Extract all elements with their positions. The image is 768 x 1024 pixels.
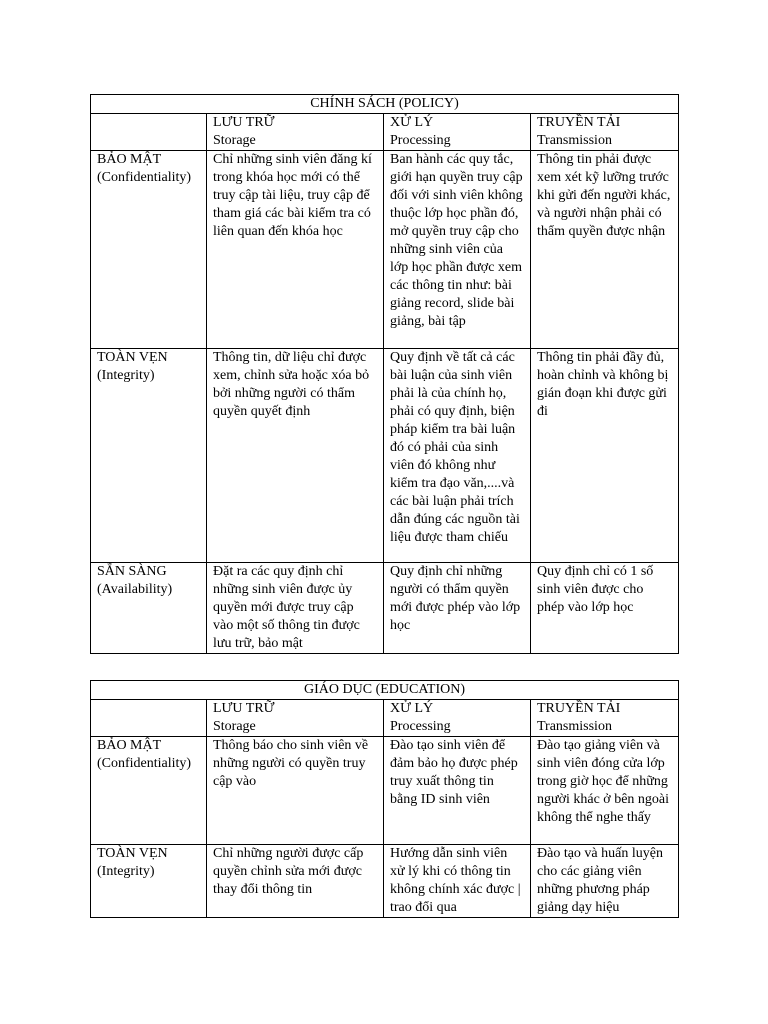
policy-corner-cell <box>91 114 207 151</box>
table-cell: Chỉ những sinh viên đăng kí trong khóa học mới có thể truy cập tài liệu, truy cập để tham giá các bài kiểm tra có liên quan đến khóa học <box>207 151 384 349</box>
header-label: TRUYỀN TẢI <box>537 701 621 716</box>
row-label-integrity <box>91 349 207 563</box>
policy-header-transmission <box>531 114 679 151</box>
header-sublabel: Processing <box>390 719 451 734</box>
row-label-integrity <box>91 845 207 918</box>
education-storage-cell <box>207 737 384 845</box>
education-header-transmission <box>531 700 679 737</box>
header-sublabel: Storage <box>213 133 256 148</box>
row-label-confidentiality <box>91 737 207 845</box>
education-row-integrity <box>91 845 679 918</box>
education-row-confidentiality <box>91 737 679 845</box>
header-label: XỬ LÝ <box>390 115 434 130</box>
table-cell: Quy định về tất cả các bài luận của sinh viên phải là của chính họ, phải có quy định, biện pháp kiểm tra bài luận đó có phải của sinh viên đó không như kiểm tra đạo văn,....và các bài luận phải trích dẫn đúng các nguồn tài liệu được tham chiếu <box>384 349 531 563</box>
policy-header-processing <box>384 114 531 151</box>
cell-text: Thông báo cho sinh viên về những người có quyền truy cập vào <box>213 738 369 789</box>
policy-header-storage <box>207 114 384 151</box>
table-cell: Quy định chỉ những người có thẩm quyền mới được phép vào lớp học <box>384 563 531 654</box>
policy-row-integrity <box>91 349 679 563</box>
header-label: TRUYỀN TẢI <box>537 115 621 130</box>
table-cell: Đào tạo và huấn luyện cho các giảng viên những phương pháp giảng dạy hiệu <box>531 845 679 918</box>
row-sublabel: (Integrity) <box>97 368 155 383</box>
policy-row-confidentiality <box>91 151 679 349</box>
header-sublabel: Storage <box>213 719 256 734</box>
header-sublabel: Transmission <box>537 133 612 148</box>
table-cell: Chỉ những người được cấp quyền chỉnh sửa mới được thay đổi thông tin <box>207 845 384 918</box>
row-label: TOÀN VẸN <box>97 350 168 365</box>
table-cell: Hướng dẫn sinh viên xử lý khi có thông tin không chính xác được | trao đổi qua <box>384 845 531 918</box>
table-cell: Thông tin, dữ liệu chỉ được xem, chỉnh sửa hoặc xóa bỏ bởi những người có thẩm quyền quyết định <box>207 349 384 563</box>
policy-table <box>90 94 679 654</box>
education-corner-cell <box>91 700 207 737</box>
row-sublabel: (Availability) <box>97 582 173 597</box>
table-cell: Đào tạo giảng viên và sinh viên đóng cửa lớp trong giờ học để những người khác ở bên ngoài không thể nghe thấy <box>531 737 679 845</box>
row-label: TOÀN VẸN <box>97 846 168 861</box>
row-sublabel: (Confidentiality) <box>97 170 192 185</box>
policy-title-row <box>91 95 679 114</box>
row-label-confidentiality <box>91 151 207 349</box>
row-sublabel: (Integrity) <box>97 864 155 879</box>
table-cell: Đào tạo sinh viên để đảm bảo họ được phép truy xuất thông tin bằng ID sinh viên <box>384 737 531 845</box>
education-header-processing <box>384 700 531 737</box>
education-title-row <box>91 681 679 700</box>
row-label: BẢO MẬT <box>97 738 162 753</box>
table-cell: Quy định chỉ có 1 số sinh viên được cho phép vào lớp học <box>531 563 679 654</box>
policy-header-row <box>91 114 679 151</box>
header-sublabel: Transmission <box>537 719 612 734</box>
table-cell: Đặt ra các quy định chỉ những sinh viên được ủy quyền mới được truy cập vào một số thông tin được lưu trữ, bảo mật <box>207 563 384 654</box>
policy-title: CHÍNH SÁCH (POLICY) <box>91 95 679 114</box>
education-header-row <box>91 700 679 737</box>
policy-row-availability <box>91 563 679 654</box>
header-label: LƯU TRỮ <box>213 115 275 130</box>
table-cell: Ban hành các quy tắc, giới hạn quyền truy cập đối với sinh viên không thuộc lớp học phần đó, mở quyền truy cập cho những sinh viên của lớp học phần được xem các thông tin như: bài giảng record, slide bài giảng, bài tập <box>384 151 531 349</box>
row-label-availability <box>91 563 207 654</box>
table-cell: Thông tin phải đầy đủ, hoàn chỉnh và không bị gián đoạn khi được gửi đi <box>531 349 679 563</box>
table-cell: Thông tin phải được xem xét kỹ lưỡng trước khi gửi đến người khác, và người nhận phải có thẩm quyền được nhận <box>531 151 679 349</box>
row-label: BẢO MẬT <box>97 152 162 167</box>
header-label: LƯU TRỮ <box>213 701 275 716</box>
row-label: SẴN SÀNG <box>97 564 167 579</box>
header-label: XỬ LÝ <box>390 701 434 716</box>
education-table <box>90 680 679 918</box>
row-sublabel: (Confidentiality) <box>97 756 192 771</box>
header-sublabel: Processing <box>390 133 451 148</box>
education-header-storage <box>207 700 384 737</box>
education-title: GIÁO DỤC (EDUCATION) <box>91 681 679 700</box>
